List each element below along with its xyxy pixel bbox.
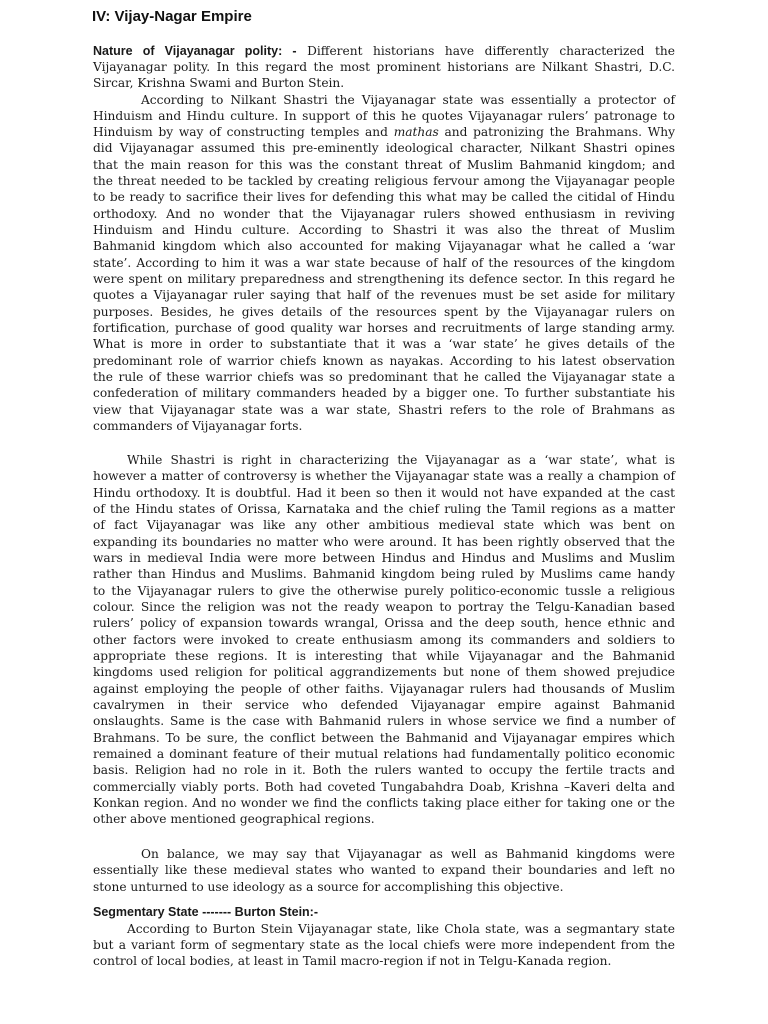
page-title: IV: Vijay-Nagar Empire bbox=[92, 8, 252, 25]
text-line: onslaughts. Same is the case with Bahmanid rulers in whose service we find a number of bbox=[93, 714, 675, 728]
text-line: rulers’ policy of expansion towards wrangal, Orissa and the deep south, hence ethnic and bbox=[93, 616, 675, 630]
text-line: Hinduism and Hindu culture. According to Shastri it was also the threat of Muslim bbox=[93, 223, 675, 237]
text-line: Hinduism by way of constructing temples and mathas and patronizing the Brahmans. Why bbox=[93, 125, 675, 139]
text-line: Konkan region. And no wonder we find the conflicts taking place either for taking one or the bbox=[93, 796, 675, 810]
text-line: commercially viably ports. Both had coveted Tungabahdra Doab, Krishna –Kaveri delta and bbox=[93, 780, 675, 794]
text-line: view that Vijayanagar state was a war state, Shastri refers to the role of Brahmans as bbox=[93, 403, 675, 417]
text-line: of fact Vijayanagar was like any other ambitious medieval state which was bent on bbox=[93, 518, 675, 532]
text-line: state’. According to him it was a war state because of half of the resources of the kingdom bbox=[93, 256, 675, 270]
text-line: quotes a Vijayanagar ruler saying that half of the revenues must be set aside for military bbox=[93, 288, 675, 302]
text-line: to the Vijayanagar rulers to give the otherwise purely politico-economic tussle a religious bbox=[93, 584, 675, 598]
text-line: While Shastri is right in characterizing the Vijayanagar as a ‘war state’, what is bbox=[127, 453, 675, 467]
text-line: wars in medieval India were more between Hindus and Hindus and Muslims and Muslim bbox=[93, 551, 675, 565]
text-line: kingdoms used religion for political aggrandizements but none of them showed prejudice bbox=[93, 665, 675, 679]
text-line: Brahmans. To be sure, the conflict between the Bahmanid and Vijayanagar empires which bbox=[93, 731, 675, 745]
text-line: rather than Hindus and Muslims. Bahmanid kingdom being ruled by Muslims came handy bbox=[93, 567, 675, 581]
text-line: confederation of military commanders headed by a bigger one. To further substantiate his bbox=[93, 386, 675, 400]
text-line: Bahmanid kingdom which also accounted for making Vijayanagar what he called a ‘war bbox=[93, 239, 675, 253]
text-line: What is more in order to substantiate that it was a ‘war state’ he gives details of the bbox=[93, 337, 675, 351]
text-line: against employing the people of other faiths. Vijayanagar rulers had thousands of Muslim bbox=[93, 682, 675, 696]
text-line: remained a dominant feature of their mutual relations had fundamentally politico economic bbox=[93, 747, 675, 761]
text-line: appropriate these regions. It is interesting that while Vijayanagar and the Bahmanid bbox=[93, 649, 675, 663]
text-line: predominant role of warrior chiefs known as nayakas. According to his latest observation bbox=[93, 354, 675, 368]
text-line: On balance, we may say that Vijayanagar as well as Bahmanid kingdoms were bbox=[141, 847, 675, 861]
text-line: Hindu orthodoxy. It is doubtful. Had it been so then it would not have expanded at the cast bbox=[93, 486, 675, 500]
text-line: of the Hindu states of Orissa, Karnataka and the chief ruling the Tamil regions as a matter bbox=[93, 502, 675, 516]
text-line: purposes. Besides, he gives details of the resources spent by the Vijayanagar rulers on bbox=[93, 305, 675, 319]
text-line: that the main reason for this was the constant threat of Muslim Bahmanid kingdom; and bbox=[93, 158, 675, 172]
text-line: According to Burton Stein Vijayanagar state, like Chola state, was a segmantary state bbox=[127, 922, 675, 936]
text-line: essentially like these medieval states who wanted to expand their boundaries and left no bbox=[93, 863, 675, 877]
text-line: Sircar, Krishna Swami and Burton Stein. bbox=[93, 76, 345, 90]
text-line: stone unturned to use ideology as a source for accomplishing this objective. bbox=[93, 880, 564, 894]
text-line: other factors were invoked to create enthusiasm among its commanders and soldiers to bbox=[93, 633, 675, 647]
section-heading-segmentary: Segmentary State ------- Burton Stein:- bbox=[93, 905, 318, 919]
text-line: control of local bodies, at least in Tamil macro-region if not in Telgu-Kanada region. bbox=[93, 954, 612, 968]
text-line: orthodoxy. And no wonder that the Vijayanagar rulers showed enthusiasm in reviving bbox=[93, 207, 675, 221]
text-line: but a variant form of segmentary state as the local chiefs were more independent from the bbox=[93, 938, 675, 952]
text-line: Nature of Vijayanagar polity: - Different historians have differently characterized the bbox=[93, 44, 675, 58]
text-line: expanding its boundaries no matter who were around. It has been rightly observed that the bbox=[93, 535, 675, 549]
text-line: were spent on military preparedness and strengthening its defence sector. In this regard he bbox=[93, 272, 675, 286]
text-line: cavalrymen in their service who defended Vijayanagar empire against Bahmanid bbox=[93, 698, 675, 712]
text-line: did Vijayanagar assumed this pre-eminently ideological character, Nilkant Shastri opines bbox=[93, 141, 675, 155]
text-line: to be ready to sacrifice their lives for defending this what may be called the citidal of Hindu bbox=[93, 190, 675, 204]
text-line: commanders of Vijayanagar forts. bbox=[93, 419, 303, 433]
text-line: basis. Religion had no role in it. Both the rulers wanted to occupy the fertile tracts and bbox=[93, 763, 675, 777]
text-line: colour. Since the religion was not the ready weapon to portray the Telgu-Kanadian based bbox=[93, 600, 675, 614]
text-line: fortification, purchase of good quality war horses and recruitments of large standing army. bbox=[93, 321, 675, 335]
text-line: Vijayanagar polity. In this regard the most prominent historians are Nilkant Shastri, D.C. bbox=[93, 60, 675, 74]
section-heading-nature: Nature of Vijayanagar polity: - bbox=[93, 44, 297, 58]
text-line: the rule of these warrior chiefs was so predominant that he called the Vijayanagar state a bbox=[93, 370, 675, 384]
text-line: other above mentioned geographical regions. bbox=[93, 812, 375, 826]
text-line: however a matter of controversy is whether the Vijayanagar state was a really a champion of bbox=[93, 469, 675, 483]
text-line: the threat needed to be tackled by creating religious fervour among the Vijayanagar people bbox=[93, 174, 675, 188]
text-line: Hinduism and Hindu culture. In support of this he quotes Vijayanagar rulers’ patronage to bbox=[93, 109, 675, 123]
text-line: According to Nilkant Shastri the Vijayanagar state was essentially a protector of bbox=[141, 93, 675, 107]
